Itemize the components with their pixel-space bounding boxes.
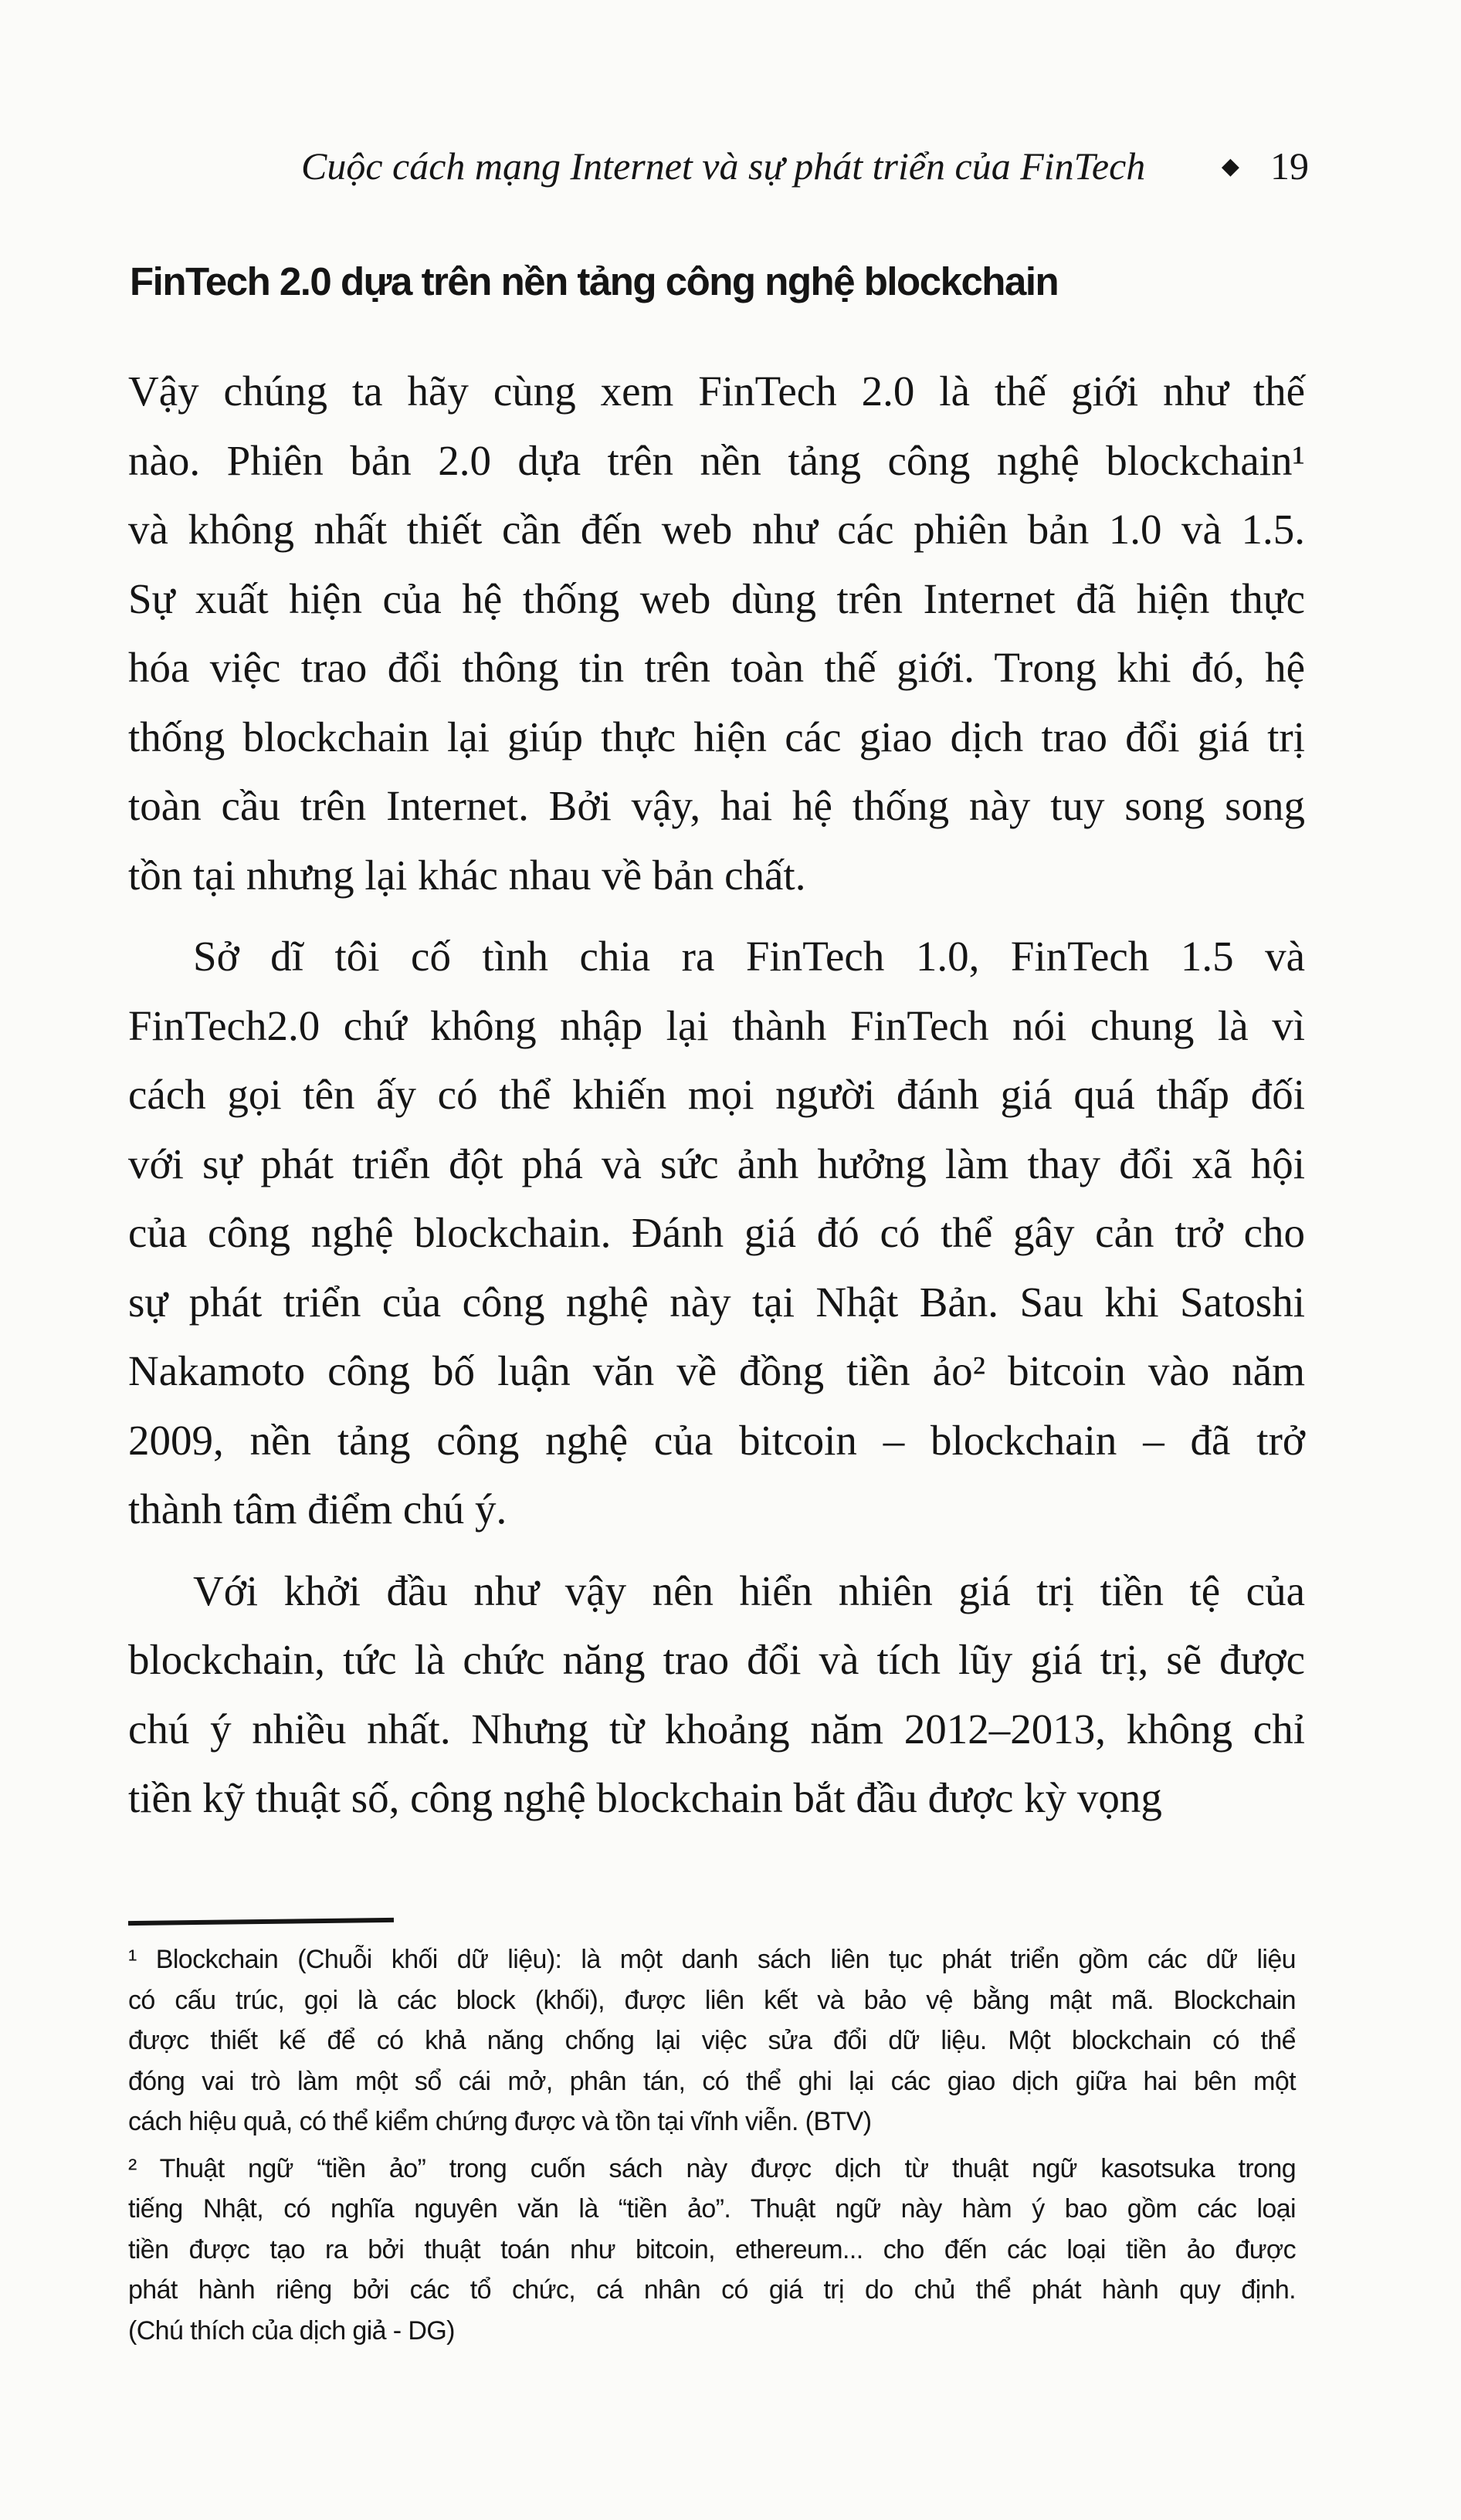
section-heading: FinTech 2.0 dựa trên nền tảng công nghệ blockchain [130, 259, 1059, 303]
text-line: Sở dĩ tôi cố tình chia ra FinTech 1.0, FinTech 1.5 và [193, 933, 1305, 980]
text-line: cách hiệu quả, có thể kiểm chứng được và tồn tại vĩnh viễn. (BTV) [128, 2107, 872, 2136]
text-line: được thiết kế để có khả năng chống lại việc sửa đổi dữ liệu. Một blockchain có thể [128, 2026, 1296, 2055]
text-line: thành tâm điểm chú ý. [128, 1485, 507, 1533]
text-line: FinTech2.0 chứ không nhập lại thành FinTech nói chung là vì [128, 1001, 1305, 1049]
running-head-title: Cuộc cách mạng Internet và sự phát triển của FinTech [301, 144, 1146, 188]
text-line: tồn tại nhưng lại khác nhau về bản chất. [128, 851, 806, 899]
text-line: phát hành riêng bởi các tổ chức, cá nhân có giá trị do chủ thể phát hành quy định. [128, 2275, 1296, 2305]
text-line: có cấu trúc, gọi là các block (khối), được liên kết và bảo vệ bằng mật mã. Blockchain [128, 1985, 1296, 2015]
body-text [128, 357, 1305, 1845]
text-line: chú ý nhiều nhất. Nhưng từ khoảng năm 2012–2013, không chỉ [128, 1705, 1305, 1753]
text-line: tiền kỹ thuật số, công nghệ blockchain bắt đầu được kỳ vọng [128, 1774, 1162, 1821]
text-line: tiếng Nhật, có nghĩa nguyên văn là “tiền ảo”. Thuật ngữ này hàm ý bao gồm các loại [128, 2194, 1296, 2224]
text-line: toàn cầu trên Internet. Bởi vậy, hai hệ thống này tuy song song [128, 782, 1305, 829]
text-line: cách gọi tên ấy có thể khiến mọi người đánh giá quá thấp đối [128, 1071, 1305, 1118]
text-line: sự phát triển của công nghệ này tại Nhật Bản. Sau khi Satoshi [128, 1278, 1305, 1326]
paragraph [128, 357, 1305, 909]
text-line: Với khởi đầu như vậy nên hiển nhiên giá trị tiền tệ của [193, 1567, 1305, 1614]
text-line: đóng vai trò làm một sổ cái mở, phân tán, có thể ghi lại các giao dịch giữa hai bên một [128, 2066, 1296, 2096]
text-line: Nakamoto công bố luận văn về đồng tiền ảo² bitcoin vào năm [128, 1347, 1305, 1394]
diamond-separator-icon: ◆ [1221, 153, 1239, 179]
running-head [301, 139, 1309, 193]
text-line: thống blockchain lại giúp thực hiện các giao dịch trao đổi giá trị [128, 713, 1305, 760]
text-line: 2009, nền tảng công nghệ của bitcoin – blockchain – đã trở [128, 1416, 1305, 1464]
text-line: blockchain, tức là chức năng trao đổi và tích lũy giá trị, sẽ được [128, 1636, 1305, 1683]
paragraph [128, 1556, 1305, 1833]
footnote [128, 1939, 1296, 2142]
footnote-divider [128, 1918, 394, 1926]
text-line: (Chú thích của dịch giả - DG) [128, 2315, 455, 2346]
paragraph [128, 922, 1305, 1544]
text-line: ¹ Blockchain (Chuỗi khối dữ liệu): là một danh sách liên tục phát triển gồm các dữ liệu [128, 1945, 1296, 1974]
text-line: ² Thuật ngữ “tiền ảo” trong cuốn sách này được dịch từ thuật ngữ kasotsuka trong [128, 2153, 1296, 2183]
text-line: của công nghệ blockchain. Đánh giá đó có thể gây cản trở cho [128, 1209, 1305, 1256]
footnotes [128, 1939, 1296, 2357]
text-line: Sự xuất hiện của hệ thống web dùng trên Internet đã hiện thực [128, 574, 1305, 622]
text-line: nào. Phiên bản 2.0 dựa trên nền tảng công nghệ blockchain¹ [128, 436, 1305, 484]
text-line: với sự phát triển đột phá và sức ảnh hưởng làm thay đổi xã hội [128, 1140, 1305, 1187]
text-line: Vậy chúng ta hãy cùng xem FinTech 2.0 là thế giới như thế [128, 368, 1305, 415]
footnote [128, 2149, 1296, 2352]
text-line: tiền được tạo ra bởi thuật toán như bitcoin, ethereum... cho đến các loại tiền ảo được [128, 2234, 1296, 2264]
text-line: và không nhất thiết cần đến web như các phiên bản 1.0 và 1.5. [128, 506, 1305, 553]
page-number: 19 [1270, 144, 1309, 188]
text-line: hóa việc trao đổi thông tin trên toàn thế giới. Trong khi đó, hệ [128, 644, 1305, 691]
